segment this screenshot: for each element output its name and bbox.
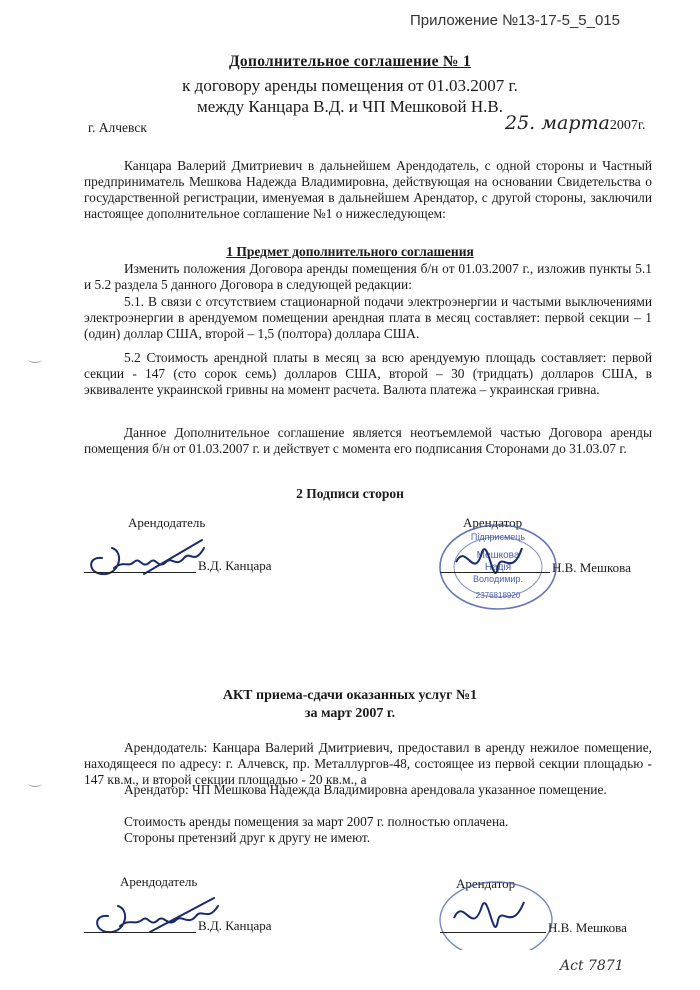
act-p4: Стороны претензий друг к другу не имеют. — [124, 830, 371, 845]
landlord-label: Арендодатель — [128, 515, 206, 530]
act-subtitle: за март 2007 г. — [304, 706, 396, 721]
act-landlord-name: В.Д. Канцара — [198, 918, 272, 933]
act-tenant-label: Арендатор — [456, 876, 516, 891]
act-p1: Арендодатель: Канцара Валерий Дмитриевич, предоставил в аренду нежилое помещение, находящееся по адресу: г. Алчевск, пр. Металлургов-48, состоящее из первой секции площадью - 147 кв.м., и второй секции площадью - 20 кв.м., а — [84, 740, 652, 787]
tenant-label: Арендатор — [463, 515, 523, 530]
act-landlord-label: Арендодатель — [120, 874, 198, 889]
tenant-sign-line — [440, 572, 550, 573]
date-handwritten: 25. марта — [505, 112, 610, 134]
section-1-p3: 5.2 Стоимость арендной платы в месяц за всю арендуемую площадь составляет: первой секции - 147 (сто сорок семь) долларов США, второй – 30 (тридцать) долларов США, в эквиваленте украинской гривны на момент расчета. Валюта платежа – украинская гривна. — [84, 350, 652, 397]
stamp-line-4: Володимир. — [473, 574, 523, 584]
date-year: 2007г. — [609, 118, 646, 133]
tenant-stamp — [436, 522, 560, 610]
act-p3: Стоимость аренды помещения за март 2007 г. полностью оплачена. — [124, 814, 509, 829]
place: г. Алчевск — [88, 120, 147, 135]
stamp-line-3: Надія — [484, 562, 512, 573]
act-landlord-sign-line — [84, 932, 196, 933]
stamp-line-2: Мешкова — [476, 550, 520, 561]
act-tenant-stamp — [436, 880, 556, 950]
document-subtitle-parties: между Канцара В.Д. и ЧП Мешковой Н.В. — [196, 97, 504, 116]
stamp-line-1: Підприємець — [470, 532, 526, 542]
document-subtitle-contract: к договору аренды помещения от 01.03.2007 г. — [182, 76, 518, 95]
stamp-line-5: 2376818920 — [475, 591, 521, 600]
landlord-signature — [84, 528, 214, 583]
landlord-name: В.Д. Канцара — [198, 558, 272, 573]
section-1-p1: Изменить положения Договора аренды помещения б/н от 01.03.2007 г., изложив пункты 5.1 и 5.2 раздела 5 данного Договора в следующей редакции: — [84, 261, 652, 292]
handwritten-note: Act 7871 — [560, 958, 624, 974]
appendix-label: Приложение №13-17-5_5_015 — [410, 12, 620, 29]
section-2-heading: 2 Подписи сторон — [296, 486, 404, 501]
document-date — [505, 112, 646, 134]
act-tenant-name: Н.В. Мешкова — [548, 920, 627, 935]
scan-mark — [28, 780, 42, 787]
tenant-name: Н.В. Мешкова — [552, 560, 631, 575]
landlord-sign-line — [84, 572, 196, 573]
act-tenant-sign-line — [440, 932, 546, 933]
act-title: АКТ приема-сдачи оказанных услуг №1 — [222, 688, 478, 703]
section-1-heading: 1 Предмет дополнительного соглашения — [226, 244, 474, 259]
scan-mark — [28, 356, 42, 363]
section-1-p4: Данное Дополнительное соглашение является неотъемлемой частью Договора аренды помещения б/н от 01.03.2007 г. и действует с момента его подписания Сторонами до 31.03.07 г. — [84, 425, 652, 456]
section-1-p2: 5.1. В связи с отсутствием стационарной подачи электроэнергии и частыми выключениями электроэнергии в арендуемом помещении арендная плата в месяц составляет: первой секции – 1 (один) доллар США, второй – 1,5 (полтора) доллара США. — [84, 294, 652, 341]
act-p2: Арендатор: ЧП Мешкова Надежда Владимировна арендовала указанное помещение. — [124, 782, 607, 797]
document-title: Дополнительное соглашение № 1 — [228, 53, 472, 70]
intro-paragraph: Канцара Валерий Дмитриевич в дальнейшем Арендодатель, с одной стороны и Частный предприниматель Мешкова Надежда Владимировна, действующая на основании Свидетельства о государственной регистрации, именуемая в дальнейшем Арендатор, с другой стороны, заключили настоящее дополнительное соглашение №1 о нижеследующем: — [84, 158, 652, 221]
